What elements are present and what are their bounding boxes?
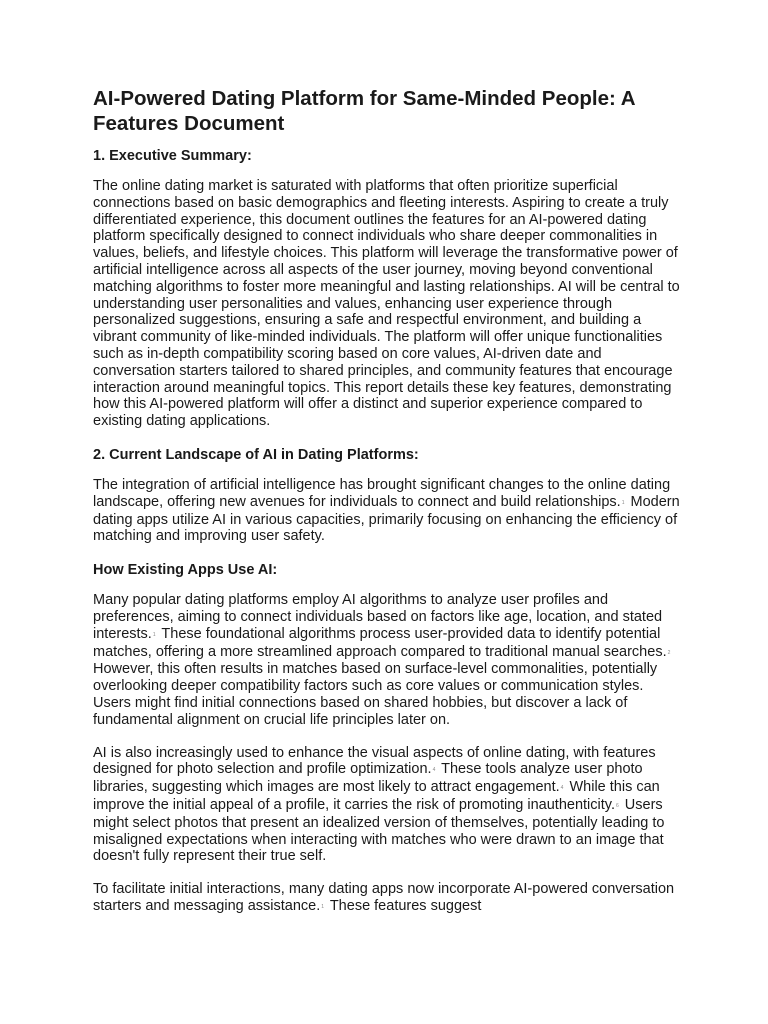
section-heading-current-landscape: 2. Current Landscape of AI in Dating Platforms: [93, 446, 419, 463]
text-span: Many popular dating platforms employ AI algorithms to analyze user profiles and preferences, aiming to connect individuals based on factors like age, location, and stated interests. [93, 592, 663, 642]
citation-marker[interactable]: 1 [621, 499, 625, 506]
document-page [93, 86, 683, 932]
citation-marker[interactable]: 4 [560, 785, 564, 792]
paragraph-photo-optimization [93, 745, 683, 866]
text-span: Users might select photos that present an idealized version of themselves, potentially leading to misaligned expectations when interacting with matches who were drawn to an image that doesn't fully represent their true self. [93, 796, 665, 865]
text-span: Modern dating apps utilize AI in various capacities, primarily focusing on enhancing the efficiency of matching and improving user safety. [93, 493, 680, 545]
paragraph-executive-summary: The online dating market is saturated with platforms that often prioritize superficial connections based on basic demographics and fleeting interests. Aspiring to create a truly differentiated experience, this document outlines the features for an AI-powered dating platform specifically designed to connect individuals who share deeper commonalities in values, beliefs, and lifestyle choices. This platform will leverage the transformative power of artificial intelligence across all aspects of the user journey, moving beyond conventional matching algorithms to foster more meaningful and lasting relationships. AI will be central to understanding user personalities and values, enhancing user experience through personalized suggestions, ensuring a safe and respectful environment, and building a vibrant community of like-minded individuals. The platform will offer unique functionalities such as in-depth compatibility scoring based on core values, AI-driven date and conversation starters tailored to shared principles, and community features that encourage interaction around meaningful topics. This report details these key features, demonstrating how this AI-powered platform will offer a distinct and superior experience compared to existing dating applications. [93, 178, 680, 430]
citation-marker[interactable]: 2 [667, 649, 671, 656]
citation-marker[interactable]: 1 [152, 631, 156, 638]
subheading-existing-apps: How Existing Apps Use AI: [93, 562, 278, 579]
citation-marker[interactable]: 6 [616, 802, 619, 809]
paragraph-matching-algorithms [93, 592, 683, 728]
text-span: AI is also increasingly used to enhance the visual aspects of online dating, with features designed for photo selection and profile optimization. [93, 744, 656, 778]
text-span: These tools analyze user photo libraries, suggesting which images are most likely to attract engagement. [93, 761, 643, 796]
paragraph-landscape-intro [93, 477, 683, 545]
paragraph-conversation-starters [93, 881, 683, 916]
text-span: These features suggest [326, 897, 482, 914]
text-span: However, this often results in matches based on surface-level commonalities, potentially overlooking deeper compatibility factors such as core values or communication styles. Users might find initial connections based on shared hobbies, but discover a lack of fundamental alignment on crucial life principles later on. [93, 661, 658, 728]
text-span: To facilitate initial interactions, many dating apps now incorporate AI-powered conversation starters and messaging assistance. [93, 881, 675, 914]
text-span: While this can improve the initial appeal of a profile, it carries the risk of promoting inauthenticity. [93, 779, 660, 813]
document-title: AI-Powered Dating Platform for Same-Minded People: A Features Document [93, 87, 635, 135]
section-heading-executive-summary: 1. Executive Summary: [93, 148, 252, 164]
citation-marker[interactable]: 4 [432, 767, 436, 774]
text-span: The integration of artificial intelligence has brought significant changes to the online dating landscape, offering new avenues for individuals to connect and build relationships. [93, 476, 671, 510]
text-span: These foundational algorithms process user-provided data to identify potential matches, offering a more streamlined approach compared to traditional manual searches. [93, 625, 667, 660]
citation-marker[interactable]: 1 [321, 903, 325, 910]
